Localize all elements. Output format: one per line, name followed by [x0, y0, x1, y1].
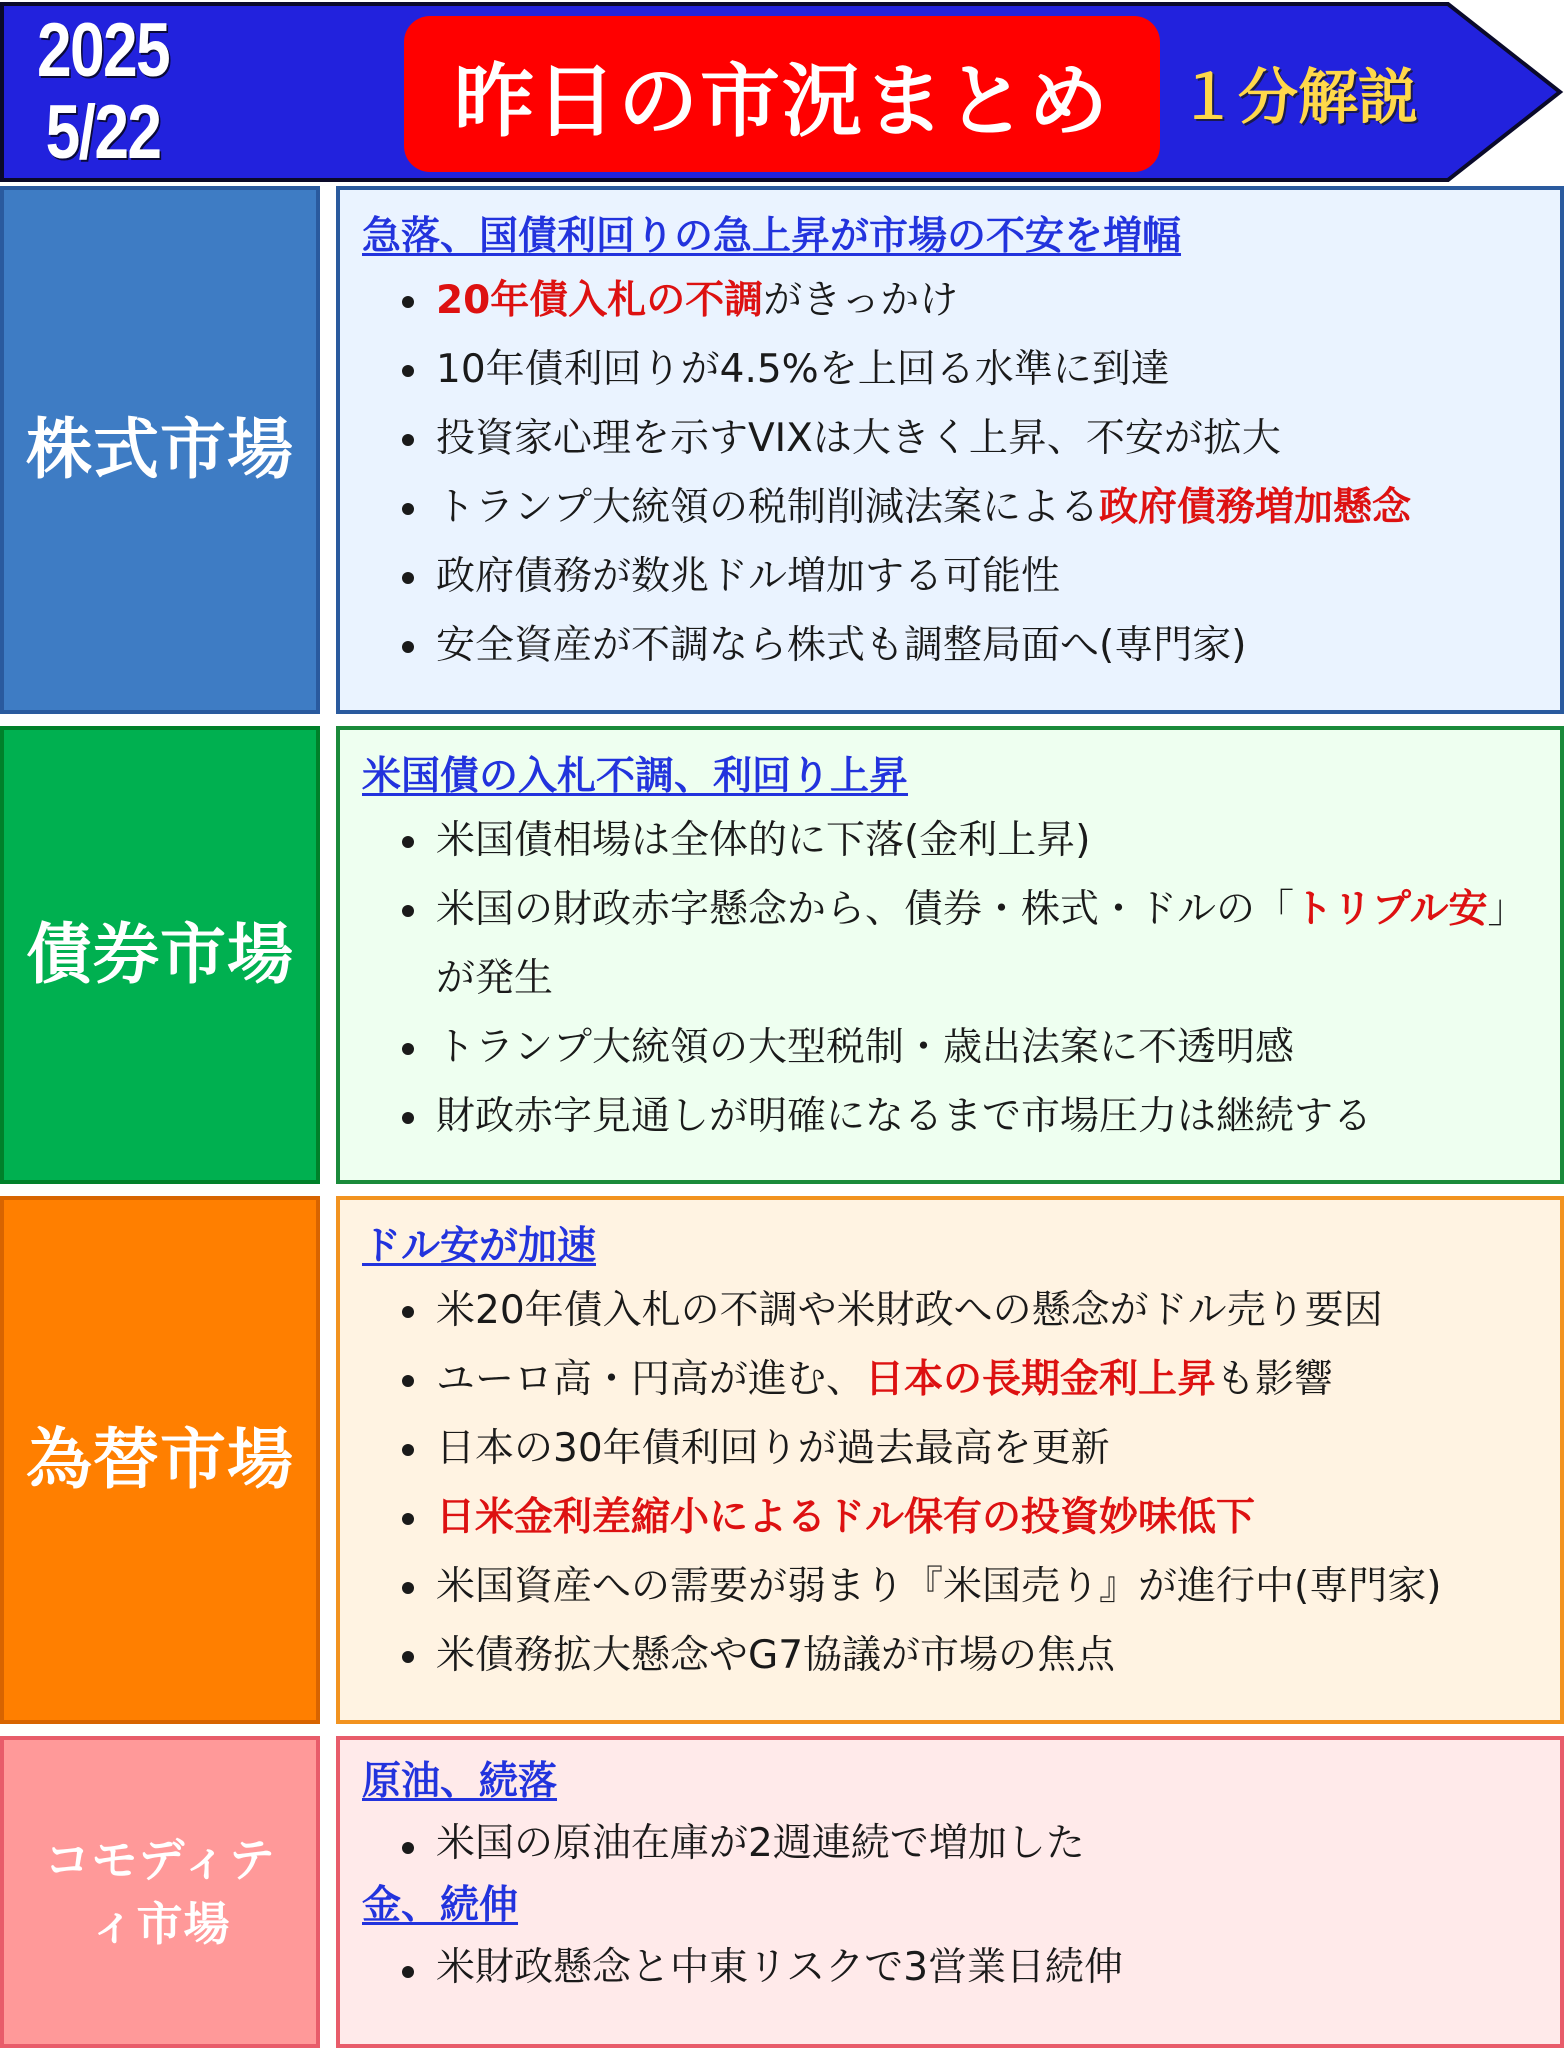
bullet-item: [362, 473, 1540, 542]
highlight-text: 政府債務増加懸念: [1099, 485, 1412, 530]
highlight-text: 20年債入札の不調: [436, 278, 764, 323]
bullet-item: 投資家心理を示すVIXは大きく上昇、不安が拡大: [362, 404, 1540, 473]
bullet-item: 政府債務が数兆ドル増加する可能性: [362, 542, 1540, 611]
page-subtitle: １分解説: [1178, 63, 1418, 133]
section-headline-oil: 原油、続落: [362, 1759, 558, 1804]
bullet-text: も影響: [1216, 1357, 1334, 1402]
date-year: 2025: [36, 8, 170, 93]
section-label-box: [0, 1736, 320, 2048]
highlight-text: 日米金利差縮小によるドル保有の投資妙味低下: [436, 1495, 1256, 1540]
bullet-item: [362, 1483, 1540, 1552]
section-label: 株式市場: [26, 411, 294, 488]
section-content: [336, 726, 1564, 1184]
section-headline: 急落、国債利回りの急上昇が市場の不安を増幅: [362, 214, 1182, 259]
section-label: [44, 1828, 275, 1956]
bullet-list: [362, 266, 1540, 680]
date-block: [33, 10, 172, 174]
section-stock-market: [0, 186, 1564, 714]
bullet-item: 財政赤字見通しが明確になるまで市場圧力は継続する: [362, 1082, 1540, 1151]
bullet-item: 米債務拡大懸念やG7協議が市場の焦点: [362, 1621, 1540, 1690]
section-content: [336, 186, 1564, 714]
title-pill: [404, 16, 1160, 172]
section-label-box: [0, 1196, 320, 1724]
section-content: [336, 1736, 1564, 2048]
bullet-text: トランプ大統領の税制削減法案による: [436, 485, 1100, 530]
header-banner: [0, 0, 1564, 184]
bullet-text: がきっかけ: [763, 278, 959, 323]
bullet-list: [362, 1276, 1540, 1690]
bullet-item: 米国債相場は全体的に下落(金利上昇): [362, 806, 1540, 875]
section-fx-market: [0, 1196, 1564, 1724]
section-label-box: [0, 186, 320, 714]
section-bond-market: [0, 726, 1564, 1184]
bullet-item: [362, 875, 1540, 1013]
bullet-item: トランプ大統領の大型税制・歳出法案に不透明感: [362, 1013, 1540, 1082]
section-label-line: コモディテ: [44, 1833, 276, 1887]
bullet-item: 10年債利回りが4.5%を上回る水準に到達: [362, 335, 1540, 404]
date-day: 5/22: [45, 90, 161, 175]
bullet-list: [362, 806, 1540, 1151]
bullet-list: [362, 1812, 1540, 1876]
page-title: 昨日の市況まとめ: [454, 54, 1110, 148]
bullet-item: [362, 1345, 1540, 1414]
bullet-item: 米財政懸念と中東リスクで3営業日続伸: [362, 1936, 1540, 2000]
bullet-item: 安全資産が不調なら株式も調整局面へ(専門家): [362, 611, 1540, 680]
bullet-text: 」が発生: [436, 887, 1527, 1001]
highlight-text: トリプル安: [1294, 887, 1488, 932]
bullet-list: [362, 1936, 1540, 2000]
bullet-item: 米国資産への需要が弱まり『米国売り』が進行中(専門家): [362, 1552, 1540, 1621]
section-label-box: [0, 726, 320, 1184]
bullet-item: 日本の30年債利回りが過去最高を更新: [362, 1414, 1540, 1483]
section-commodity-market: [0, 1736, 1564, 2048]
section-headline: ドル安が加速: [362, 1224, 597, 1269]
highlight-text: 日本の長期金利上昇: [865, 1357, 1217, 1402]
section-headline-gold: 金、続伸: [362, 1883, 519, 1928]
section-label-line: ィ市場: [89, 1897, 231, 1951]
bullet-item: 米国の原油在庫が2週連続で増加した: [362, 1812, 1540, 1876]
bullet-item: 米20年債入札の不調や米財政への懸念がドル売り要因: [362, 1276, 1540, 1345]
bullet-text: 米国の財政赤字懸念から、債券・株式・ドルの「: [436, 887, 1295, 932]
section-label: 債券市場: [26, 916, 294, 993]
section-content: [336, 1196, 1564, 1724]
bullet-text: ユーロ高・円高が進む、: [436, 1357, 866, 1402]
section-headline: 米国債の入札不調、利回り上昇: [362, 754, 909, 799]
bullet-item: [362, 266, 1540, 335]
section-label: 為替市場: [26, 1421, 294, 1498]
